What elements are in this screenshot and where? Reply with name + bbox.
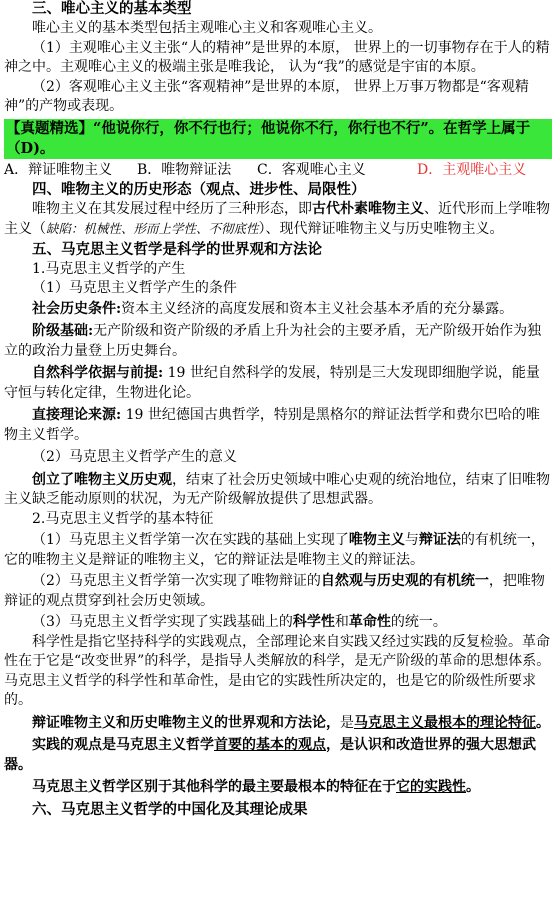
option-a: A．辩证唯物主义 bbox=[4, 161, 113, 178]
social-text: 资本主义经济的高度发展和资本主义社会基本矛盾的充分暴露。 bbox=[121, 300, 514, 317]
text-span: （3）马克思主义哲学实现了实践基础上的 bbox=[32, 614, 293, 630]
section-4-title: 四、唯物主义的历史形态（观点、进步性、局限性） bbox=[32, 180, 366, 198]
text-span: 的有机统一，它的唯物主义是辩证的唯物主义，它的辩证法是唯物主义的辩证法。 bbox=[4, 532, 545, 568]
feature-3-explanation: 科学性是指它坚持科学的实践观点，全部理论来自实践又经过实践的反复检验。革命性在于它是“改变世界”的科学，是指导人类解放的科学，是无产阶级的革命的思想体系。马克思主义哲学的科学性和革命性，是由它的实践性所决定的，也是它的阶级性所要求的。 bbox=[4, 633, 551, 708]
key-point-2 bbox=[4, 736, 552, 775]
practicality: 它的实践性 bbox=[396, 779, 466, 795]
section-6-title: 六、马克思主义哲学的中国化及其理论成果 bbox=[32, 800, 308, 818]
historical-materialism: 创立了唯物主义历史观 bbox=[32, 471, 172, 488]
answer-options bbox=[4, 160, 552, 180]
theory-text: 19 世纪德国古典哲学，特别是黑格尔的辩证法哲学和费尔巴哈的唯物主义哲学。 bbox=[4, 407, 540, 443]
revolutionary-term: 革命性 bbox=[348, 614, 391, 630]
section-3-subjective: （1）主观唯心主义主张“人的精神”是世界的本原， 世界上的一切事物存在于人的精神之中。主观唯心主义的极端主张是唯我论， 认为“我”的感觉是宇宙的本原。 bbox=[4, 39, 550, 75]
text-span: 。 bbox=[466, 779, 480, 795]
fundamental-feature: 马克思主义最根本的理论特征 bbox=[354, 714, 536, 731]
significance-text: ，结束了社会历史领域中唯心史观的统治地位，结束了旧唯物主义缺乏能动原则的状况，为无产阶级解放提供了思想武器。 bbox=[4, 471, 550, 507]
text-span: ，把唯物辩证的观点贯穿到社会历史领域。 bbox=[4, 573, 545, 609]
ancient-materialism: 古代朴素唯物主义 bbox=[312, 200, 424, 217]
science-label: 自然科学依据与前提: bbox=[32, 365, 164, 381]
subsection-5-1-2: （2）马克思主义哲学产生的意义 bbox=[32, 449, 237, 465]
section-3-intro: 唯心主义的基本类型包括主观唯心主义和客观唯心主义。 bbox=[32, 20, 382, 36]
class-basis bbox=[4, 322, 552, 361]
science-text: 19 世纪自然科学的发展，特别是三大发现即细胞学说，能量守恒与转化定律，生物进化论。 bbox=[4, 365, 540, 401]
science-basis bbox=[4, 364, 552, 403]
theory-source bbox=[4, 406, 552, 445]
option-d-answer: D．主观唯心主义 bbox=[417, 161, 527, 178]
text-span: 与 bbox=[404, 532, 419, 548]
dialectics-term: 辩证法 bbox=[418, 532, 461, 548]
text-span: 唯物主义在其发展过程中经历了三种形态，即 bbox=[32, 200, 312, 217]
text-span: （1）马克思主义哲学第一次在实践的基础上实现了 bbox=[32, 532, 349, 548]
materialism-term: 唯物主义 bbox=[348, 532, 405, 548]
class-label: 阶级基础: bbox=[32, 323, 94, 339]
text-span: 、近代形而上学唯物主义（ bbox=[4, 200, 550, 237]
primary-viewpoint: 首要的基本的观点 bbox=[214, 737, 326, 753]
subsection-5-1-1: （1）马克思主义哲学产生的条件 bbox=[32, 280, 237, 296]
option-c: C．客观唯心主义 bbox=[257, 161, 366, 178]
significance bbox=[4, 471, 552, 510]
text-span: 实践的观点是马克思主义哲学 bbox=[32, 737, 214, 753]
feature-2 bbox=[4, 572, 552, 611]
text-span: （2）马克思主义哲学第一次实现了唯物辩证的 bbox=[32, 573, 321, 589]
subsection-5-2: 2.马克思主义哲学的基本特征 bbox=[32, 510, 214, 527]
theory-label: 直接理论来源: bbox=[32, 407, 122, 423]
text-span: ）、现代辩证唯物主义与历史唯物主义。 bbox=[258, 221, 504, 237]
section-5-title: 五、马克思主义哲学是科学的世界观和方法论 bbox=[32, 240, 322, 258]
section-4-forms bbox=[4, 200, 552, 240]
social-label: 社会历史条件: bbox=[32, 300, 122, 317]
subsection-5-1: 1.马克思主义哲学的产生 bbox=[32, 260, 186, 277]
scientific-term: 科学性 bbox=[292, 614, 335, 630]
option-b: B．唯物辩证法 bbox=[137, 161, 232, 178]
section-3-title: 三、唯心主义的基本类型 bbox=[32, 0, 192, 17]
text-span: 马克思主义哲学区别于其他科学的最主要最根本的特征在于 bbox=[32, 779, 396, 795]
text-span: ，是认识和改造世界的强大思想武器。 bbox=[4, 737, 536, 773]
text-span: 辩证唯物主义和历史唯物主义的世界观和方法论， bbox=[32, 714, 340, 731]
feature-1 bbox=[4, 531, 552, 570]
text-span: 是 bbox=[340, 714, 354, 731]
key-point-3 bbox=[4, 778, 552, 798]
exam-question-highlight: 【真题精选】“他说你行，你不行也行；他说你不行，你行也不行”。在哲学上属于（D)。 bbox=[4, 119, 552, 159]
nature-history-unity: 自然观与历史观的有机统一 bbox=[320, 573, 489, 589]
feature-3 bbox=[4, 613, 552, 633]
social-conditions bbox=[4, 300, 552, 320]
text-span: 。 bbox=[536, 714, 550, 731]
key-point-1 bbox=[4, 714, 552, 734]
defects-note: 缺陷：机械性、形而上学性、不彻底性 bbox=[46, 221, 259, 236]
section-3-objective: （2）客观唯心主义主张“客观精神”是世界的本原， 世界上万事万物都是“客观精神”的产物或表现。 bbox=[4, 78, 529, 114]
text-span: 和 bbox=[334, 614, 349, 630]
text-span: 的统一。 bbox=[390, 614, 447, 630]
class-text: 无产阶级和资产阶级的矛盾上升为社会的主要矛盾，无产阶级开始作为独立的政治力量登上历史舞台。 bbox=[4, 323, 542, 359]
